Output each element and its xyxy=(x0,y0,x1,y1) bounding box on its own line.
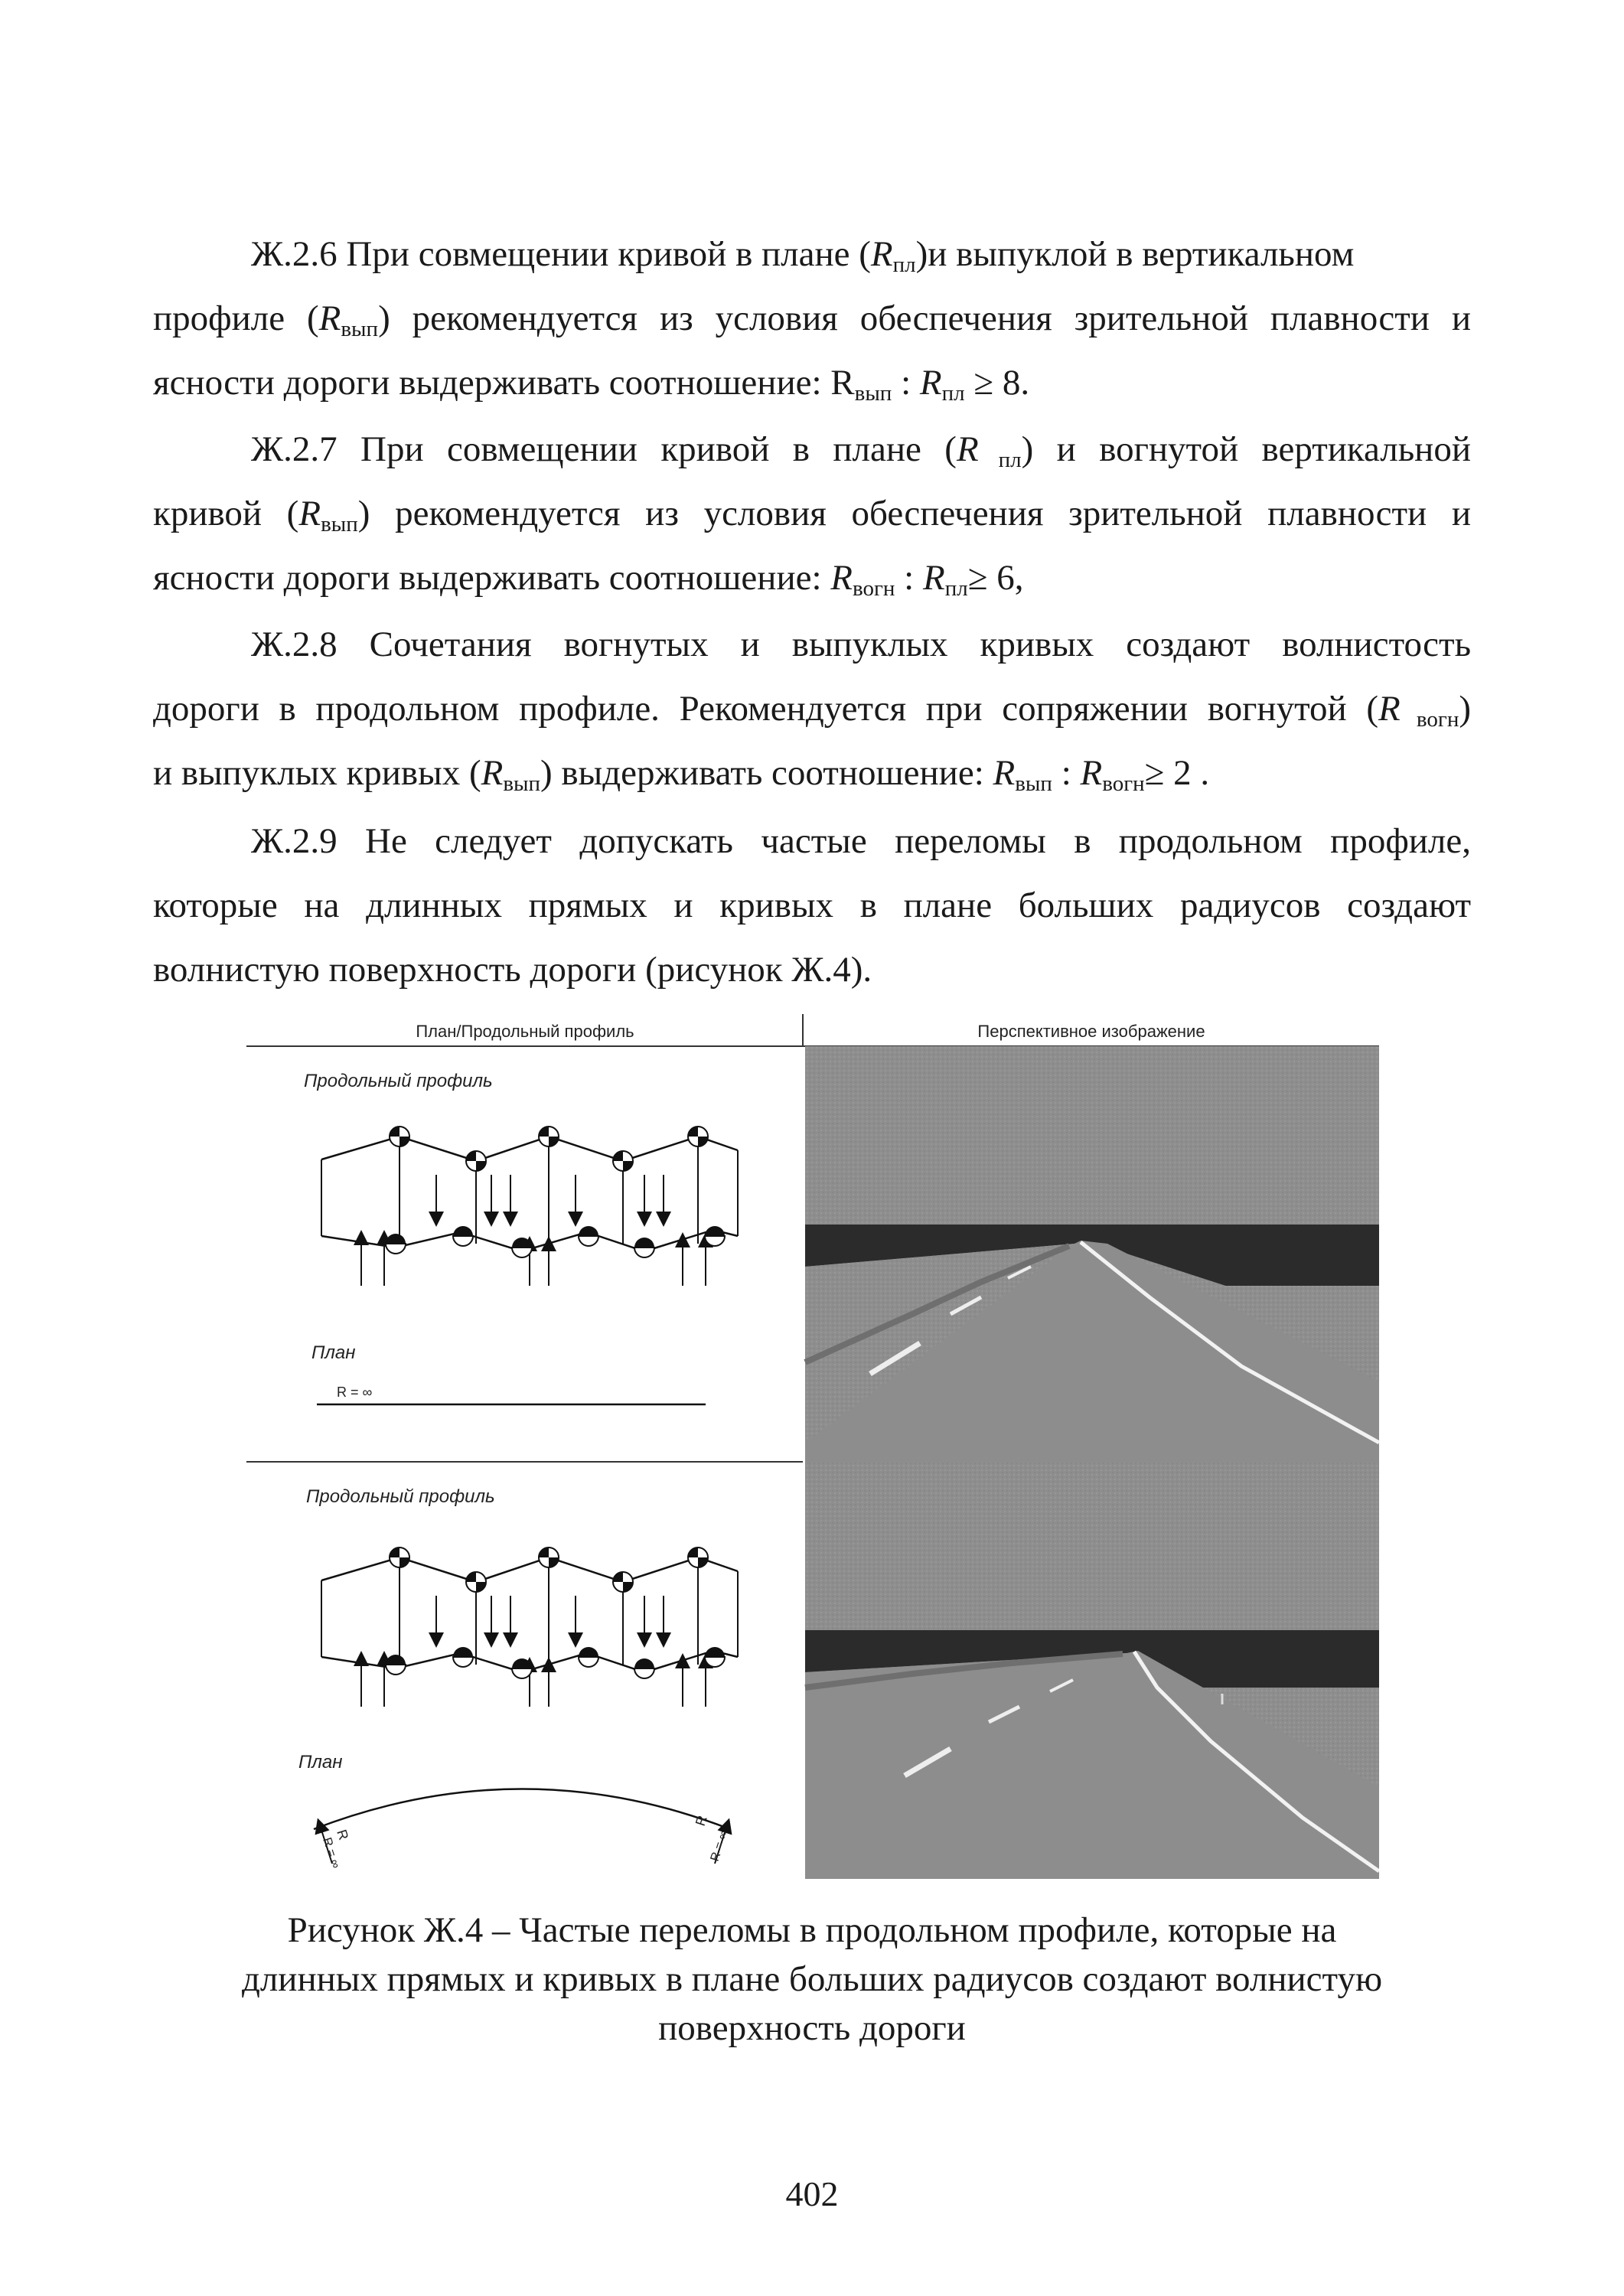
profile-diagram-bottom xyxy=(298,1486,738,1870)
figure-zh-4 xyxy=(246,1014,1379,1879)
figure-header-left: План/Продольный профиль xyxy=(416,1022,634,1041)
text-line: волнистую поверхность дороги (рисунок Ж.4). xyxy=(153,950,872,990)
perspective-image-bottom xyxy=(805,1462,1379,1879)
text-line: Ж.2.7 При совмещении кривой в плане (R $_{пл}$) и вогнутой вертикальной xyxy=(251,429,1471,472)
figure-header-right: Перспективное изображение xyxy=(977,1022,1205,1041)
radius-label-right-inf: R = ∞ xyxy=(708,1828,731,1864)
paragraph-zh-2-6 xyxy=(153,222,1471,415)
text-line: Ж.2.6 При совмещении кривой в плане $(R_{пл})и$ выпуклой в вертикальном xyxy=(251,234,1355,277)
text-line: Ж.2.8 Сочетания вогнутых и выпуклых кривых создают волнистость xyxy=(251,625,1471,664)
profile-diagram-top xyxy=(304,1071,738,1404)
paragraph-zh-2-7 xyxy=(153,417,1471,610)
text-line: кривой $(R_{вып})$ рекомендуется из условия обеспечения зрительной плавности и xyxy=(153,494,1471,536)
text-line: ясности дороги выдерживать соотношение: $R_{вып}$ : $R_{пл} \ge 8$. xyxy=(153,363,1030,406)
text-line: профиле $(R_{вып})$ рекомендуется из условия обеспечения зрительной плавности и xyxy=(153,298,1471,341)
paragraph-zh-2-8 xyxy=(153,612,1471,805)
text-line: которые на длинных прямых и кривых в плане больших радиусов создают xyxy=(153,885,1471,925)
radius-label-top: R = ∞ xyxy=(337,1384,373,1400)
radius-label-left-inf: R = ∞ xyxy=(320,1835,343,1870)
plan-label-bottom: План xyxy=(298,1752,343,1773)
figure-caption xyxy=(153,1906,1471,2053)
caption-line: поверхность дороги xyxy=(658,2008,966,2048)
caption-line: длинных прямых и кривых в плане больших радиусов создают волнистую xyxy=(241,1959,1383,1999)
profile-label-bottom: Продольный профиль xyxy=(306,1486,495,1507)
text-line: Ж.2.9 Не следует допускать частые переломы в продольном профиле, xyxy=(251,821,1471,861)
paragraph-zh-2-9 xyxy=(153,809,1471,1002)
caption-line: Рисунок Ж.4 – Частые переломы в продольном профиле, которые на xyxy=(287,1910,1337,1950)
text-line: дороги в продольном профиле. Рекомендуется при сопряжении вогнутой (R $_{вогн}$) xyxy=(153,689,1471,732)
perspective-image-top xyxy=(805,1046,1379,1462)
profile-label-top: Продольный профиль xyxy=(304,1071,493,1091)
text-line: и выпуклых кривых $(R_{вып})$ выдерживать соотношение: $R_{вып}$ : $R_{вогн}\ge 2$ . xyxy=(153,753,1210,796)
text-line: ясности дороги выдерживать соотношение: $R_{вогн}$ : $R_{пл}\ge 6$, xyxy=(153,558,1024,601)
plan-label-top: План xyxy=(311,1342,356,1363)
page-number: 402 xyxy=(785,2174,839,2213)
radius-label-right: R xyxy=(692,1813,710,1828)
radius-label-left: R xyxy=(334,1828,352,1842)
